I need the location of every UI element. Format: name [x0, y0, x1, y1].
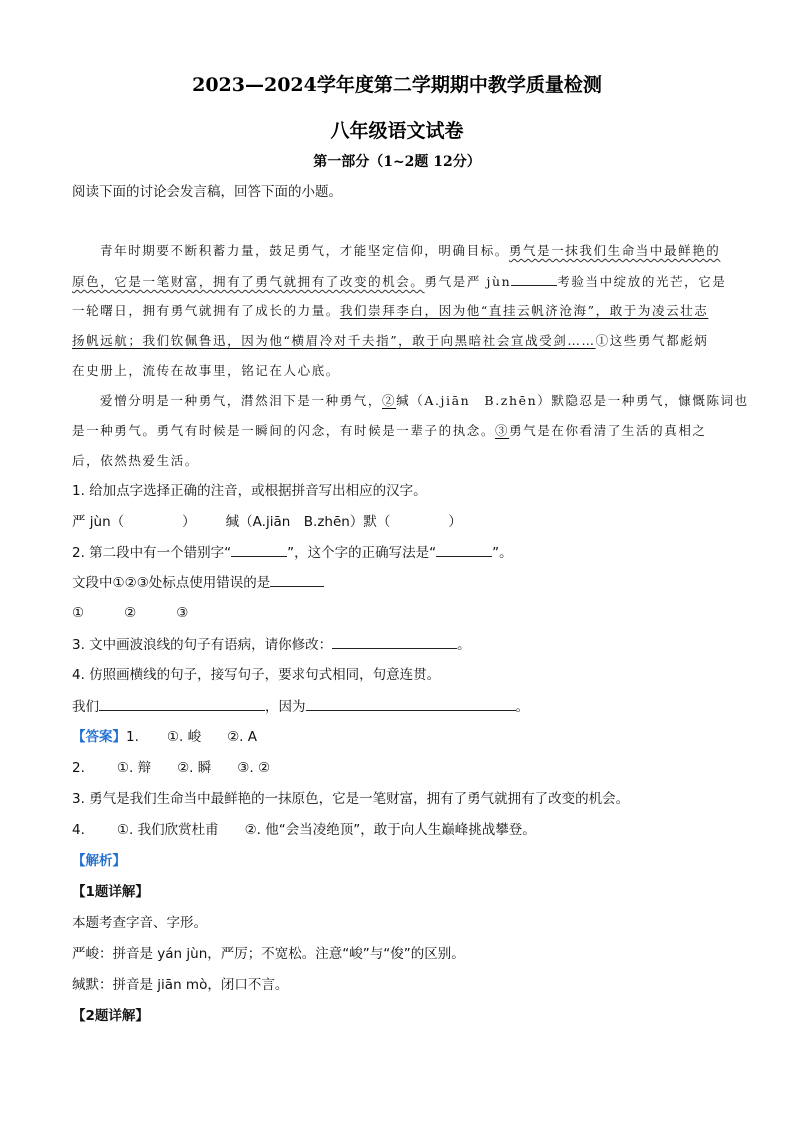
- passage-text: 勇气是在你看清了生活的真相之: [509, 423, 707, 438]
- q3-text: 3. 文中画波浪线的句子有语病，请你修改：: [72, 637, 333, 653]
- passage-line: [72, 421, 707, 441]
- answer-item: ①. 辩: [116, 760, 152, 776]
- wavy-sentence: 原色，它是一笔财富，拥有了勇气就拥有了改变的机会。: [72, 274, 425, 289]
- passage-text: 后，依然热爱生活。: [72, 453, 199, 468]
- q4-text-c: 。: [515, 699, 529, 715]
- q1-prompt-a: 严 jùn（: [72, 514, 125, 530]
- passage-text: 在史册上，流传在故事里，铭记在人心底。: [72, 363, 340, 378]
- analysis-text: 缄默：拼音是 jiān mò，闭口不言。: [72, 977, 289, 993]
- passage-line: [72, 301, 708, 321]
- question-4-blanks: [72, 696, 529, 717]
- passage-text: 考验当中绽放的光芒，它是: [557, 274, 727, 289]
- question-4: 4. 仿照画横线的句子，接写句子，要求句式相同，句意连贯。: [72, 667, 441, 683]
- analysis-text: 本题考查字音、字形。: [72, 915, 207, 931]
- answer-item: ②. A: [227, 729, 257, 745]
- analysis-text: 严峻：拼音是 yán jùn，严厉；不宽松。注意“峻”与“俊”的区别。: [72, 946, 465, 962]
- exam-title: 2023—2024学年度第二学期期中教学质量检测: [192, 74, 602, 96]
- passage-line: [100, 391, 749, 411]
- option-3[interactable]: ③: [176, 605, 189, 621]
- punctuation-marker: ③: [495, 423, 510, 438]
- underlined-sentence: 我们崇拜李白，因为他“直挂云帆济沧海”，敢于为凌云壮志: [339, 303, 709, 318]
- q1-paren-close: ）: [182, 514, 196, 530]
- fill-blank[interactable]: [99, 696, 265, 711]
- exam-subtitle: 八年级语文试卷: [330, 120, 464, 142]
- passage-text: 缄（A.jiān B.zhēn）默隐忍是一种勇气，慷慨陈词也: [396, 393, 749, 408]
- part-heading: 第一部分（1~2题 12分）: [313, 154, 481, 170]
- option-1[interactable]: ①: [72, 605, 85, 621]
- passage-text: 是一种勇气。勇气有时候是一瞬间的闪念，有时候是一辈子的执念。: [72, 423, 496, 438]
- question-2-options: [72, 603, 188, 623]
- question-1-blanks: [72, 512, 462, 532]
- fill-blank[interactable]: [231, 542, 287, 557]
- answer-line-1: [72, 727, 257, 747]
- passage-line: [72, 451, 199, 471]
- question-2-sub: [72, 572, 324, 593]
- q2-sub-text: 文段中①②③处标点使用错误的是: [72, 575, 271, 591]
- answer-num: 2.: [72, 760, 85, 776]
- passage-text: ①这些勇气都彪炳: [595, 333, 709, 348]
- option-2[interactable]: ②: [124, 605, 137, 621]
- passage-line: [72, 331, 708, 351]
- fill-blank[interactable]: [270, 572, 324, 587]
- answer-item: ②. 他“会当凌绝顶”，敢于向人生巅峰挑战攀登。: [244, 822, 536, 838]
- answer-line-3: 3. 勇气是我们生命当中最鲜艳的一抹原色，它是一笔财富，拥有了勇气就拥有了改变的机会。: [72, 791, 630, 807]
- q2-text-a: 2. 第二段中有一个错别字“: [72, 545, 232, 561]
- answer-label: 【答案】: [72, 729, 126, 745]
- punctuation-marker: ②: [382, 393, 397, 408]
- question-3: [72, 634, 471, 655]
- question-1: 1. 给加点字选择正确的注音，或根据拼音写出相应的汉字。: [72, 483, 427, 499]
- q3-end: 。: [457, 637, 471, 653]
- passage-line: [100, 241, 720, 261]
- passage-line: [72, 271, 726, 292]
- underlined-sentence: 扬帆远航；我们钦佩鲁迅，因为他“横眉冷对千夫指”，敢于向黑暗社会宣战受剑……: [72, 333, 596, 348]
- passage-text: 爱憎分明是一种勇气，潸然泪下是一种勇气，: [100, 393, 383, 408]
- answer-line-4: [72, 820, 536, 840]
- analysis-label: 【解析】: [72, 853, 126, 869]
- passage-line: [72, 361, 340, 381]
- answer-item: ①. 我们欣赏杜甫: [116, 822, 219, 838]
- fill-blank[interactable]: [332, 634, 457, 649]
- q1-prompt-b: 缄（A.jiān B.zhēn）默（: [225, 514, 391, 530]
- answer-item: ②. 瞬: [177, 760, 212, 776]
- answer-num: 4.: [72, 822, 85, 838]
- q1-detail-heading: 【1题详解】: [72, 884, 149, 900]
- fill-blank[interactable]: [511, 271, 557, 286]
- passage-text: 青年时期要不断积蓄力量，鼓足勇气，才能坚定信仰，明确目标。: [100, 243, 509, 258]
- q2-detail-heading: 【2题详解】: [72, 1008, 149, 1024]
- reading-instruction: 阅读下面的讨论会发言稿，回答下面的小题。: [72, 184, 342, 200]
- fill-blank[interactable]: [306, 696, 516, 711]
- q2-text-c: ”。: [492, 545, 513, 561]
- q1-paren-close: ）: [448, 514, 462, 530]
- fill-blank[interactable]: [436, 542, 492, 557]
- passage-text: 勇气是严 jùn: [424, 274, 512, 289]
- passage-text: 一轮曙日，拥有勇气就拥有了成长的力量。: [72, 303, 340, 318]
- wavy-sentence: 勇气是一抹我们生命当中最鲜艳的: [508, 243, 721, 258]
- answer-item: ①. 峻: [166, 729, 202, 745]
- question-2: [72, 542, 513, 563]
- q4-text-a: 我们: [72, 699, 99, 715]
- q4-text-b: ，因为: [265, 699, 306, 715]
- answer-item: ③. ②: [237, 760, 271, 776]
- answer-num: 1.: [126, 729, 139, 745]
- q2-text-b: ”，这个字的正确写法是“: [287, 545, 437, 561]
- answer-line-2: [72, 758, 270, 778]
